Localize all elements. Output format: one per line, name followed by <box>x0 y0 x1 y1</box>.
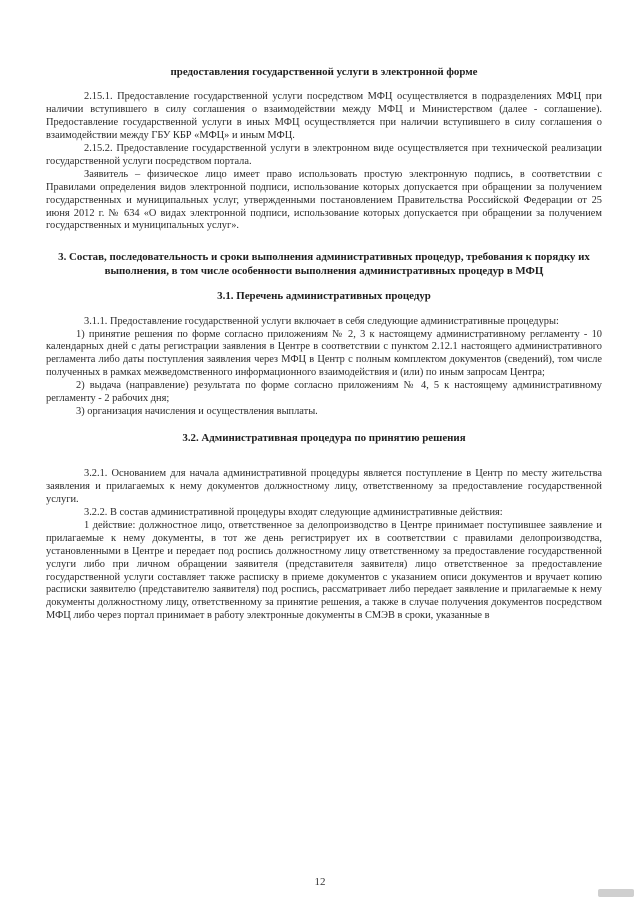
paragraph-2-15-2: 2.15.2. Предоставление государственной услуги в электронном виде осуществляется при технической реализации государственной услуги посредством портала. <box>46 143 602 167</box>
list-item-procedure-2: 2) выдача (направление) результата по форме согласно приложениям № 4, 5 к настоящему административному регламенту - 2 рабочих дня; <box>46 380 602 405</box>
list-item-procedure-3: 3) организация начисления и осуществления выплаты. <box>76 405 318 417</box>
page-content <box>46 64 602 623</box>
list-item-procedure-1: 1) принятие решения по форме согласно приложениям № 2, 3 к настоящему административному регламенту - 10 календарных дней с даты регистрации заявления в Центре в соответствии с пунктом 2.12.1 настоящего административного регламента либо даты поступления заявления через МФЦ в Центр с полным комплектом документов (сведений), том числе полученных в рамках межведомственного информационного взаимодействия и (или) по иным запросам Центра; <box>46 328 602 379</box>
paragraph-2-15-1: 2.15.1. Предоставление государственной услуги посредством МФЦ осуществляется в подразделениях МФЦ при наличии вступившего в силу соглашения о взаимодействии между МФЦ и Министерством (далее - соглашение). Предоставление государственной услуги в иных МФЦ осуществляется при наличии вступившего в силу соглашения о взаимодействии между ГБУ КБР «МФЦ» и иным МФЦ. <box>46 91 602 142</box>
paragraph-3-1-1: 3.1.1. Предоставление государственной услуги включает в себя следующие административные процедуры: <box>84 315 559 327</box>
heading-section-3-2: 3.2. Административная процедура по принятию решения <box>182 431 466 444</box>
paragraph-3-2-1: 3.2.1. Основанием для начала административной процедуры является поступление в Центр по месту жительства заявления и прилагаемых к нему документов должностному лицу, ответственному за предоставление государственной услуги. <box>46 468 602 506</box>
paragraph-applicant: Заявитель – физическое лицо имеет право использовать простую электронную подпись, в соответствии с Правилами определения видов электронной подписи, использование которых допускается при обращении за получением государственных и муниципальных услуг, утвержденными постановлением Правительства Российской Федерации от 25 июня 2012 г. № 634 «О видах электронной подписи, использование которых допускается при обращении за получением государственных и муниципальных услуг». <box>46 168 602 232</box>
scan-artifact <box>598 889 634 897</box>
page-number: 12 <box>314 876 326 888</box>
paragraph-action-1: 1 действие: должностное лицо, ответственное за делопроизводство в Центре принимает поступившее заявление и прилагаемые к нему документы, в тот же день регистрирует их в соответствии с правилами делопроизводства, установленными в Центре и передает под роспись должностному лицу ответственному за предоставление государственной услуги либо при личном обращении заявителя (представителя заявителя) лицо ответственное за предоставление государственной услуги составляет также расписку в приеме документов с указанием описи документов и вручает копию расписки заявителю (представителю заявителя) под роспись, рассматривает либо передает заявление и прилагаемые к нему документы должностному лицу, ответственному за принятие решения, а также в случае получения документов посредством МФЦ либо через портал принимает в работу электронные документы в СМЭВ в сроки, указанные в <box>46 519 602 622</box>
heading-section-3-1: 3.1. Перечень административных процедур <box>217 290 431 303</box>
section-title-top: предоставления государственной услуги в электронной форме <box>170 66 478 78</box>
heading-section-3: 3. Состав, последовательность и сроки выполнения административных процедур, требования к порядку их выполнения, в том числе особенности выполнения административных процедур в МФЦ <box>58 251 590 277</box>
paragraph-3-2-2: 3.2.2. В состав административной процедуры входят следующие административные действия: <box>84 506 503 518</box>
